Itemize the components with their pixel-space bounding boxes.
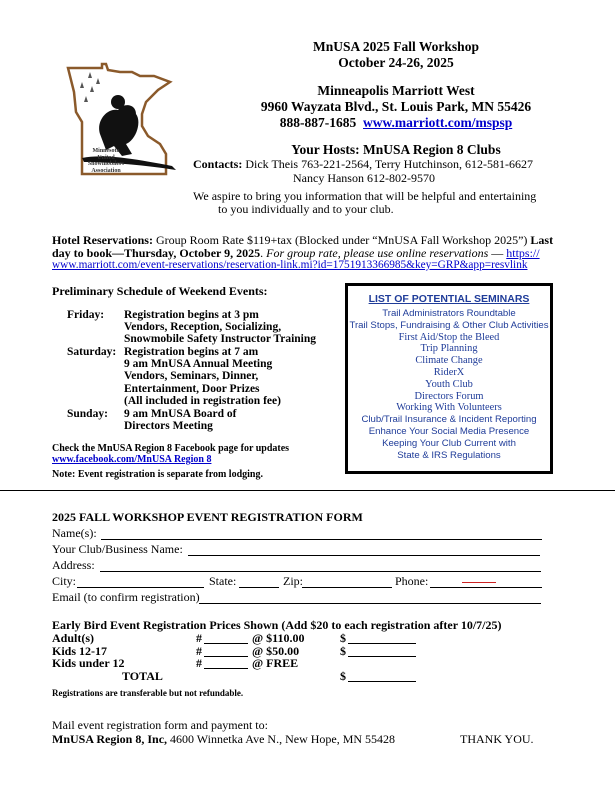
form-title: 2025 FALL WORKSHOP EVENT REGISTRATION FORM bbox=[52, 510, 363, 524]
sunday-line: 9 am MnUSA Board of bbox=[124, 408, 237, 420]
state-label: State: bbox=[209, 574, 237, 588]
zip-field[interactable] bbox=[302, 587, 392, 588]
price-row-label: Adult(s) bbox=[52, 631, 95, 645]
name-field[interactable] bbox=[101, 539, 542, 540]
price-row-price: @ $50.00 bbox=[252, 644, 300, 658]
state-field[interactable] bbox=[239, 587, 279, 588]
seminar-item: Trail Stops, Fundraising & Other Club Activities bbox=[349, 319, 549, 331]
reservation-link[interactable]: www.marriott.com/event-reservations/reservation-link.mi?id=1751913366985&key=GRP&app=resvlink bbox=[52, 259, 528, 271]
friday-line: Vendors, Reception, Socializing, bbox=[124, 321, 282, 334]
facebook-note: Check the MnUSA Region 8 Facebook page for updates bbox=[52, 443, 290, 454]
price-row-hash: # bbox=[196, 631, 202, 645]
adult-amount-field[interactable] bbox=[348, 643, 416, 644]
kids-under-12-qty-field[interactable] bbox=[204, 668, 248, 669]
club-label: Your Club/Business Name: bbox=[52, 542, 183, 556]
seminar-item: Club/Trail Insurance & Incident Reporting bbox=[361, 414, 537, 426]
total-amount-field[interactable] bbox=[348, 681, 416, 682]
seminar-item: RiderX bbox=[433, 366, 465, 378]
price-row-dollar: $ bbox=[340, 631, 346, 645]
logo-text-4: Association bbox=[91, 167, 121, 174]
saturday-line: Registration begins at 7 am bbox=[124, 346, 259, 358]
hotel-label: Hotel Reservations: bbox=[52, 233, 153, 247]
friday-label: Friday: bbox=[67, 309, 105, 321]
email-field[interactable] bbox=[199, 603, 541, 604]
seminar-item: Working With Volunteers bbox=[396, 402, 502, 414]
mail-address: 4600 Winnetka Ave N., New Hope, MN 55428 bbox=[170, 732, 396, 746]
reservation-link-start[interactable]: https:// bbox=[506, 246, 540, 260]
thank-you: THANK YOU. bbox=[460, 732, 534, 746]
city-label: City: bbox=[52, 574, 77, 588]
mail-line: Mail event registration form and payment to: bbox=[52, 718, 268, 732]
transferable-note: Registrations are transferable but not refundable. bbox=[52, 688, 244, 698]
hotel-rate: Group Room Rate $119+tax (Blocked under “MnUSA Fall Workshop 2025”) bbox=[155, 233, 528, 247]
seminar-item: Climate Change bbox=[415, 355, 483, 367]
price-row-label: Kids 12-17 bbox=[52, 644, 108, 658]
seminar-item: Trail Administrators Roundtable bbox=[382, 308, 516, 319]
price-row-label: Kids under 12 bbox=[52, 656, 125, 670]
contacts-line-2: Nancy Hanson 612-802-9570 bbox=[293, 171, 435, 185]
lodging-note: Note: Event registration is separate from lodging. bbox=[52, 469, 263, 480]
phone-mark bbox=[462, 582, 496, 583]
zip-label: Zip: bbox=[283, 574, 303, 588]
kids-amount-field[interactable] bbox=[348, 656, 416, 657]
intro-line-1: We aspire to bring you information that will be helpful and entertaining bbox=[193, 189, 537, 203]
logo-text-3: Snowmobilers bbox=[87, 161, 125, 167]
event-dates: October 24-26, 2025 bbox=[338, 55, 454, 70]
kids-qty-field[interactable] bbox=[204, 656, 248, 657]
hosts-heading: Your Hosts: MnUSA Region 8 Clubs bbox=[291, 142, 501, 157]
price-row-price: @ $110.00 bbox=[252, 631, 305, 645]
venue-website-link[interactable]: www.marriott.com/mspsp bbox=[363, 115, 513, 130]
section-divider bbox=[0, 490, 615, 491]
seminars-title: LIST OF POTENTIAL SEMINARS bbox=[368, 293, 530, 305]
last-day-2: day to book—Thursday, October 9, 2025 bbox=[52, 246, 261, 260]
contacts-line-1: Dick Theis 763-221-2564, Terry Hutchinson, 612-581-6627 bbox=[245, 157, 534, 171]
saturday-line: Vendors, Seminars, Dinner, bbox=[124, 370, 259, 383]
phone-field[interactable] bbox=[430, 587, 542, 588]
facebook-link[interactable]: www.facebook.com/MnUSA Region 8 bbox=[52, 454, 212, 465]
friday-line: Snowmobile Safety Instructor Training bbox=[124, 333, 317, 346]
address-field[interactable] bbox=[100, 571, 541, 572]
contacts-label: Contacts: bbox=[193, 157, 243, 171]
seminar-item: Enhance Your Social Media Presence bbox=[368, 425, 530, 437]
price-row-price: @ FREE bbox=[252, 656, 299, 670]
total-label: TOTAL bbox=[122, 669, 163, 683]
mail-org: MnUSA Region 8, Inc, bbox=[52, 732, 168, 746]
city-field[interactable] bbox=[77, 587, 204, 588]
logo-text-1: Minnesota bbox=[92, 148, 120, 154]
hotel-note: For group rate, please use online reservations bbox=[266, 246, 489, 260]
seminars-box bbox=[345, 283, 553, 474]
schedule-heading: Preliminary Schedule of Weekend Events: bbox=[52, 284, 268, 298]
friday-line: Registration begins at 3 pm bbox=[124, 309, 259, 321]
saturday-line: Entertainment, Door Prizes bbox=[124, 382, 260, 395]
mnusa-logo bbox=[62, 62, 184, 186]
adult-qty-field[interactable] bbox=[204, 643, 248, 644]
price-row-hash: # bbox=[196, 644, 202, 658]
venue-phone: 888-887-1685 bbox=[279, 115, 357, 130]
saturday-line: 9 am MnUSA Annual Meeting bbox=[124, 358, 273, 371]
seminar-item: Directors Forum bbox=[414, 390, 484, 402]
total-dollar: $ bbox=[340, 669, 346, 683]
club-field[interactable] bbox=[188, 555, 540, 556]
address-label: Address: bbox=[52, 558, 95, 572]
last-day-1: Last bbox=[530, 233, 554, 247]
page-title: MnUSA 2025 Fall Workshop bbox=[313, 39, 479, 54]
prices-heading: Early Bird Event Registration Prices Shown (Add $20 to each registration after 10/7/25) bbox=[52, 618, 502, 632]
price-row-hash: # bbox=[196, 656, 202, 670]
seminar-item: State & IRS Regulations bbox=[397, 449, 501, 461]
email-label: Email (to confirm registration) bbox=[52, 590, 200, 604]
seminar-item: First Aid/Stop the Bleed bbox=[398, 331, 500, 343]
phone-label: Phone: bbox=[395, 574, 429, 588]
sunday-line: Directors Meeting bbox=[124, 420, 213, 433]
saturday-line: (All included in registration fee) bbox=[124, 394, 281, 407]
seminar-item: Youth Club bbox=[425, 378, 473, 390]
sunday-label: Sunday: bbox=[67, 408, 108, 420]
venue-name: Minneapolis Marriott West bbox=[317, 83, 475, 98]
intro-line-2: to you individually and to your club. bbox=[218, 202, 394, 216]
price-row-dollar: $ bbox=[340, 644, 346, 658]
seminar-item: Keeping Your Club Current with bbox=[382, 437, 516, 449]
venue-address: 9960 Wayzata Blvd., St. Louis Park, MN 55426 bbox=[260, 99, 532, 114]
seminar-item: Trip Planning bbox=[420, 343, 478, 355]
name-label: Name(s): bbox=[52, 526, 97, 540]
saturday-label: Saturday: bbox=[67, 346, 117, 358]
logo-text-2: United bbox=[97, 154, 115, 161]
